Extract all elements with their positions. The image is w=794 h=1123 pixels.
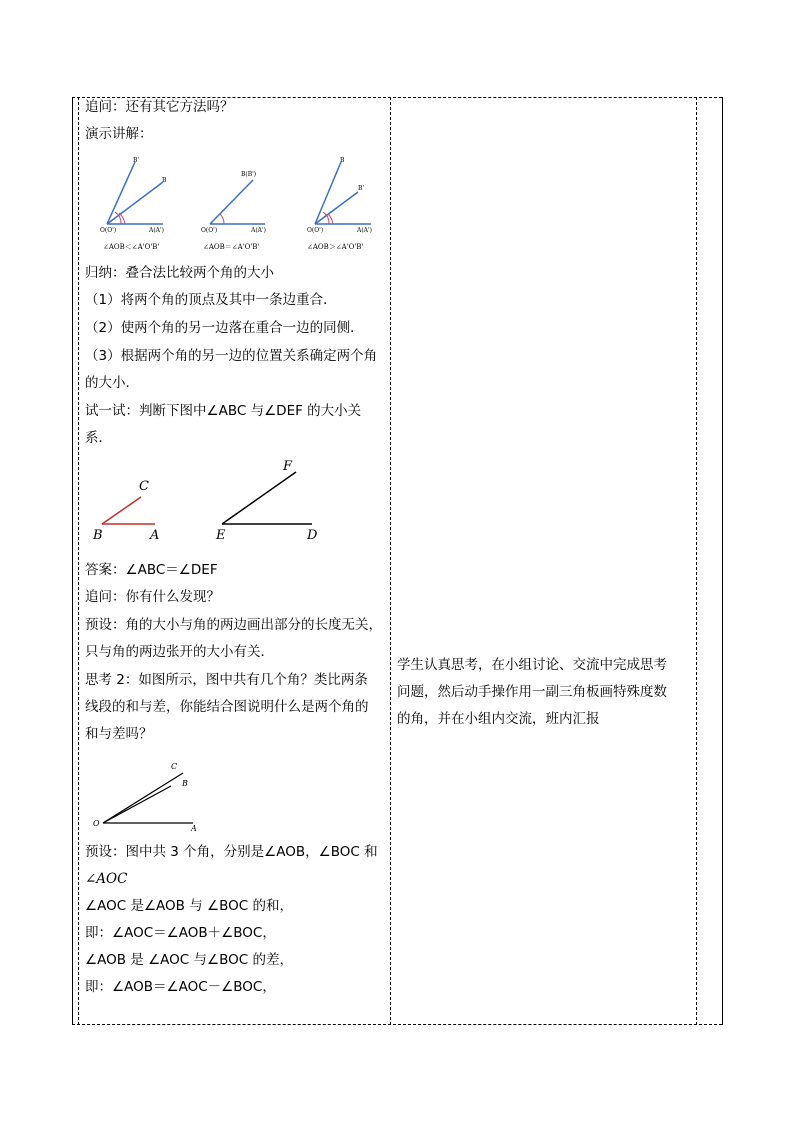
think-2-end: 和与差吗？ <box>85 726 153 742</box>
label-b: B <box>340 157 345 164</box>
column-divider <box>390 97 391 1025</box>
label-c: C <box>139 479 149 494</box>
answer: 答案：∠ABC＝∠DEF <box>85 562 218 578</box>
figure-greater-than <box>307 157 372 251</box>
label-a: A(A') <box>251 227 266 234</box>
label-b: B <box>93 528 103 543</box>
figure-less-than <box>100 157 167 251</box>
label-d: D <box>307 528 318 543</box>
angle-compare-figure <box>85 458 385 548</box>
table-border-left-inner <box>78 97 79 1025</box>
label-b-prime: B' <box>133 157 140 164</box>
label-o: O <box>93 819 100 828</box>
angle-def <box>215 459 318 543</box>
label-a: A(A') <box>149 227 164 234</box>
label-o: O(O') <box>100 227 117 234</box>
caption-less-than: ∠AOB＜∠A'O'B' <box>103 243 160 251</box>
label-b-prime: B' <box>358 185 365 192</box>
preset-2-cont: ∠AOC <box>85 871 128 887</box>
followup-question: 追问：还有其它方法吗？ <box>85 99 234 115</box>
label-a: A(A') <box>357 227 372 234</box>
label-b: B <box>182 779 188 788</box>
table-border-right <box>722 97 723 1025</box>
summary-title: 归纳：叠合法比较两个角的大小 <box>85 265 274 281</box>
label-o: O(O') <box>201 227 218 234</box>
step-3: （3）根据两个角的另一边的位置关系确定两个角 <box>85 348 378 364</box>
think-2-cont: 线段的和与差，你能结合图说明什么是两个角的 <box>85 699 369 715</box>
sum-definition: ∠AOC 是∠AOB 与 ∠BOC 的和， <box>85 898 293 914</box>
caption-equal: ∠AOB＝∠A'O'B' <box>203 243 260 251</box>
student-activity-cell <box>397 652 683 733</box>
difference-definition: ∠AOB 是 ∠AOC 与∠BOC 的差， <box>85 952 293 968</box>
difference-equation: 即：∠AOB＝∠AOC－∠BOC， <box>85 979 276 995</box>
student-activity-line-3: 的角，并在小组内交流，班内汇报 <box>397 711 600 727</box>
student-activity-line-1: 学生认真思考，在小组讨论、交流中完成思考 <box>397 657 667 673</box>
overlay-figures <box>85 154 385 256</box>
label-c: C <box>171 762 178 771</box>
preset-1: 预设：角的大小与角的两边画出部分的长度无关， <box>85 617 382 633</box>
followup-question-2: 追问：你有什么发现？ <box>85 589 220 605</box>
try-it-cont: 系． <box>85 430 112 446</box>
table-border-left <box>72 97 73 1025</box>
step-3-cont: 的大小． <box>85 375 139 391</box>
angle-abc <box>92 479 159 543</box>
label-a: A <box>191 824 197 833</box>
caption-greater-than: ∠AOB＞∠A'O'B' <box>307 243 364 251</box>
sum-equation: 即：∠AOC＝∠AOB＋∠BOC， <box>85 925 276 941</box>
think-2: 思考 2：如图所示，图中共有几个角？类比两条 <box>85 672 368 688</box>
label-a: A <box>150 528 160 543</box>
demo-title: 演示讲解： <box>85 126 153 142</box>
table-border-bottom <box>72 1024 722 1025</box>
try-it: 试一试：判断下图中∠ABC 与∠DEF 的大小关 <box>85 403 362 419</box>
student-activity-line-2: 问题，然后动手操作用一副三角板画特殊度数 <box>397 684 667 700</box>
preset-2: 预设：图中共 3 个角，分别是∠AOB，∠BOC 和 <box>85 844 378 860</box>
label-f: F <box>283 459 293 474</box>
step-1: （1）将两个角的顶点及其中一条边重合． <box>85 292 337 308</box>
sum-difference-figure <box>85 758 385 833</box>
label-o: O(O') <box>307 227 324 234</box>
label-e: E <box>216 528 226 543</box>
step-2: （2）使两个角的另一边落在重合一边的同侧． <box>85 320 364 336</box>
label-b-bprime: B(B') <box>241 171 257 178</box>
preset-1-cont: 只与角的两边张开的大小有关． <box>85 644 274 660</box>
label-b: B <box>162 177 167 184</box>
column-divider-right <box>696 97 697 1025</box>
figure-equal <box>201 171 266 251</box>
